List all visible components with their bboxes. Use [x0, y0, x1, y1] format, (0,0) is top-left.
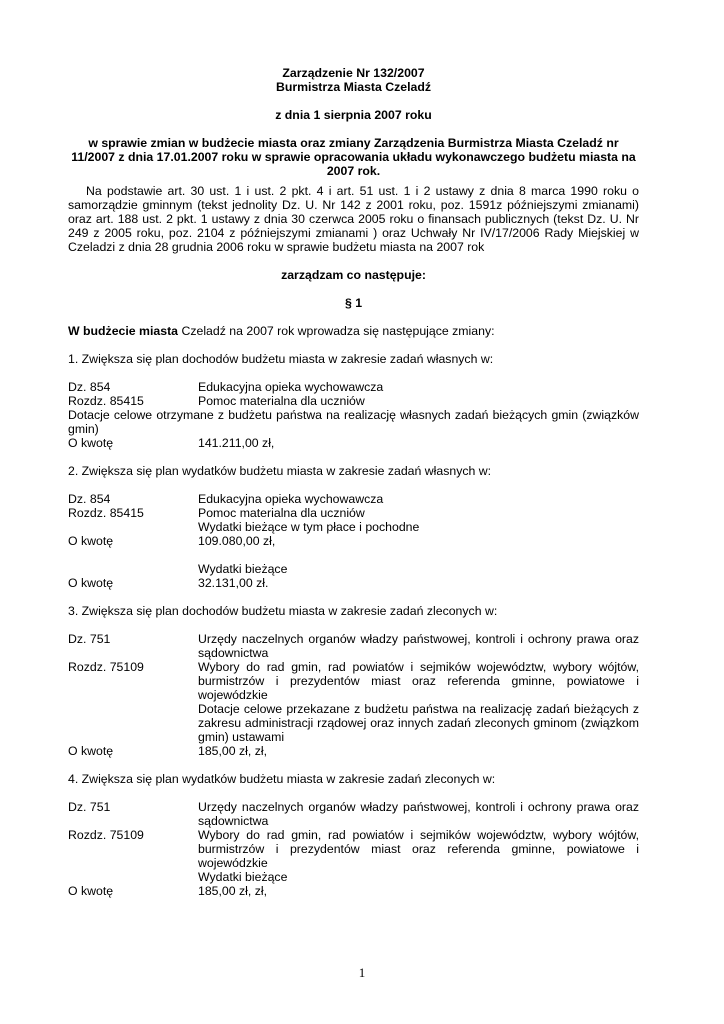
line-label: Dz. 751 — [68, 800, 111, 814]
line-label: Rozdz. 85415 — [68, 506, 144, 520]
line-value: 141.211,00 zł, — [198, 436, 275, 450]
document-subject: w sprawie zmian w budżecie miasta oraz zmiany Zarządzenia Burmistrza Miasta Czeladź nr 11/2007 z dnia 17.01.2007 roku w sprawie opracowania układu wykonawczego budżetu miasta na 2007 rok. — [71, 136, 636, 178]
line-value: Edukacyjna opieka wychowawcza — [198, 492, 384, 506]
line-value: Wybory do rad gmin, rad powiatów i sejmików województw, wybory wójtów, burmistrzów i prezydentów miast oraz referenda gminne, powiatowe i wojewódzkie — [198, 828, 639, 870]
line-value: Wybory do rad gmin, rad powiatów i sejmików województw, wybory wójtów, burmistrzów i prezydentów miast oraz referenda gminne, powiatowe i wojewódzkie — [198, 660, 639, 702]
point-line — [68, 632, 639, 660]
line-label — [68, 870, 198, 884]
line-label: O kwotę — [68, 534, 114, 548]
line-value: 109.080,00 zł, — [198, 534, 276, 548]
point-line — [68, 380, 639, 394]
line-label: Rozdz. 75109 — [68, 828, 144, 842]
line-value: Pomoc materialna dla uczniów — [198, 394, 365, 408]
document-page — [68, 66, 639, 898]
point-line — [68, 562, 639, 576]
point-heading: 4. Zwiększa się plan wydatków budżetu miasta w zakresie zadań zleconych w: — [68, 772, 496, 786]
line-label: Rozdz. 85415 — [68, 394, 144, 408]
line-label: O kwotę — [68, 576, 114, 590]
line-label: Dz. 854 — [68, 492, 111, 506]
point-line — [68, 660, 639, 702]
line-value: Dotacje celowe przekazane z budżetu państwa na realizację zadań bieżących z zakresu administracji rządowej oraz innych zadań zleconych gminom (związkom gmin) ustawami — [198, 702, 639, 744]
line-value: Urzędy naczelnych organów władzy państwowej, kontroli i ochrony prawa oraz sądownictwa — [198, 632, 639, 660]
point-line — [68, 884, 639, 898]
point-heading: 1. Zwiększa się plan dochodów budżetu miasta w zakresie zadań własnych w: — [68, 352, 494, 366]
line-label: Rozdz. 75109 — [68, 660, 144, 674]
line-value: Pomoc materialna dla uczniów — [198, 506, 365, 520]
point-line — [68, 870, 639, 884]
line-label: O kwotę — [68, 436, 114, 450]
points-list — [68, 338, 639, 898]
line-label: Dz. 854 — [68, 380, 111, 394]
point-line — [68, 702, 639, 744]
document-date: z dnia 1 sierpnia 2007 roku — [275, 108, 432, 122]
line-value: 185,00 zł, zł, — [198, 884, 268, 898]
point-heading: 2. Zwiększa się plan wydatków budżetu miasta w zakresie zadań własnych w: — [68, 464, 492, 478]
line-label — [68, 520, 198, 534]
line-value: 185,00 zł, zł, — [198, 744, 268, 758]
preamble-paragraph: Na podstawie art. 30 ust. 1 i ust. 2 pkt. 4 i art. 51 ust. 1 i 2 ustawy z dnia 8 marca 1990 roku o samorządzie gminnym (tekst jednolity Dz. U. Nr 142 z 2001 roku, poz. 1591z późniejszymi zmianami) oraz art. 188 ust. 2 pkt. 1 ustawy z dnia 30 czerwca 2005 roku o finansach publicznych (tekst Dz. U. Nr 249 z 2005 roku, poz. 2104 z późniejszymi zmianami ) oraz Uchwały Nr IV/17/2006 Rady Miejskiej w Czeladzi z dnia 28 grudnia 2006 roku w sprawie budżetu miasta na 2007 rok — [68, 184, 639, 254]
point-line — [68, 800, 639, 828]
point-line-full: Dotacje celowe otrzymane z budżetu państwa na realizację własnych zadań bieżących gmin (związków gmin) — [68, 408, 639, 436]
point-line — [68, 394, 639, 408]
line-label — [68, 562, 198, 576]
line-label: Dz. 751 — [68, 632, 111, 646]
line-value: Wydatki bieżące w tym płace i pochodne — [198, 520, 420, 534]
line-label: O kwotę — [68, 744, 114, 758]
line-label: O kwotę — [68, 884, 114, 898]
document-issuer: Burmistrza Miasta Czeladź — [275, 80, 432, 94]
intro-rest: Czeladź na 2007 rok wprowadza się następujące zmiany: — [178, 324, 495, 338]
point-line — [68, 576, 639, 590]
point-heading: 3. Zwiększa się plan dochodów budżetu miasta w zakresie zadań zleconych w: — [68, 604, 498, 618]
line-value: 32.131,00 zł. — [198, 576, 269, 590]
line-value: Wydatki bieżące — [198, 562, 288, 576]
intro-line — [68, 324, 639, 338]
line-value: Urzędy naczelnych organów władzy państwowej, kontroli i ochrony prawa oraz sądownictwa — [198, 800, 639, 828]
section-marker: § 1 — [344, 296, 363, 310]
decree-line: zarządzam co następuje: — [281, 268, 426, 282]
intro-bold: W budżecie miasta — [68, 324, 179, 338]
point-line — [68, 828, 639, 870]
page-number: 1 — [358, 965, 366, 980]
point-line — [68, 520, 639, 534]
line-value: Wydatki bieżące — [198, 870, 288, 884]
point-line — [68, 506, 639, 520]
point-line — [68, 534, 639, 548]
line-value: Edukacyjna opieka wychowawcza — [198, 380, 384, 394]
point-line — [68, 436, 639, 450]
document-title: Zarządzenie Nr 132/2007 — [282, 66, 425, 80]
point-line — [68, 744, 639, 758]
line-label — [68, 702, 198, 744]
point-line — [68, 492, 639, 506]
